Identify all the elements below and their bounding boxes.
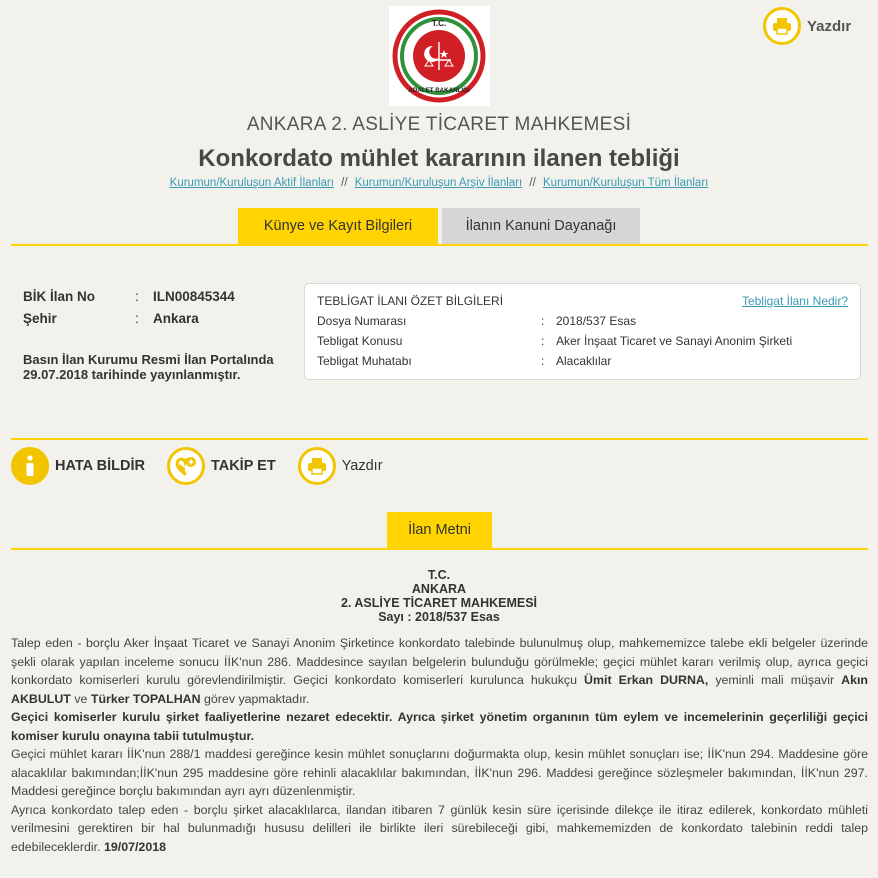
colon: : <box>135 310 139 326</box>
text: yeminli mali müşavir <box>708 673 842 687</box>
colon: : <box>135 288 139 304</box>
top-print-button[interactable] <box>763 7 851 45</box>
court-name: ANKARA 2. ASLİYE TİCARET MAHKEMESİ <box>246 114 632 135</box>
notice-body <box>11 634 868 856</box>
info-icon <box>11 447 49 485</box>
action-bar <box>11 446 405 486</box>
ministry-logo <box>389 6 490 106</box>
city-value: Ankara <box>153 310 199 326</box>
print-button[interactable] <box>298 447 383 485</box>
archive-listings-link[interactable]: Kurumun/Kuruluşun Arşiv İlanları <box>354 177 523 189</box>
bik-value: ILN00845344 <box>153 288 235 304</box>
paragraph-3: Geçici mühlet kararı İİK'nun 288/1 maddesi gereğince kesin mühlet sonuçlarını doğurmakta olup, kesin mühlet sonuçları ise; İİK'nun 294. Maddesine göre alacaklılar bakımından;İİK'nun 295 maddesine göre rehinli alacaklılar bakımından, İİK'nun 296. Maddesi gereğince sözleşmeler bakımından, İİK'nun 297. Maddesi gereğince borçlu bakımından ayrı ayrı düzenlenmiştir. <box>11 747 868 798</box>
text: Talep eden - borçlu Aker İnşaat Ticaret ve Sanayi Anonim Şirketince konkordato talebinde bulunulmuş olup, mahkememizce talebe ekli belgeler üzerinde şekli olarak yapılan inceleme sonucu İİK'nun 286. Maddesince sayılan belgelerin bulunduğu görülmekle; geçici mühlet kararı verilmiş olup, ayrıca geçici konkordato komiserleri kurulu görevlendirilmiştir. Geçici konkordato komiserleri kurulunca hukukçu <box>11 636 868 687</box>
city-key: Şehir <box>23 310 57 326</box>
summary-title: TEBLİGAT İLANI ÖZET BİLGİLERİ <box>317 294 504 308</box>
tabs-divider <box>11 244 868 246</box>
text: Ayrıca konkordato talep eden - borçlu şirket alacaklılarca, ilandan itibaren 7 günlük kesin süre içerisinde dilekçe ile itiraz edilerek, konkordato mühleti verilmesini gerektiren bir hal bulunmadığı hususu delilleri ile birlikte ileri sürebileceği gibi, mahkememizden de konkordato talebinin reddi talep edebileceklerdir. <box>11 802 868 854</box>
summary-key: Dosya Numarası <box>317 314 407 328</box>
summary-row-subject: Tebligat Konusu : Aker İnşaat Ticaret ve Sanayi Anonim Şirketi <box>317 334 793 348</box>
top-print-label: Yazdır <box>807 17 852 35</box>
detail-tabs <box>238 208 640 244</box>
follow-label: TAKİP ET <box>210 458 276 474</box>
summary-key: Tebligat Muhatabı <box>317 354 412 368</box>
document-header <box>0 568 878 624</box>
person-name: Türker TOPALHAN <box>90 691 201 706</box>
adalet-bakanligi-seal-icon <box>389 6 490 106</box>
bik-row <box>23 285 235 307</box>
all-listings-link[interactable]: Kurumun/Kuruluşun Tüm İlanları <box>543 177 709 189</box>
text: Geçici komiserler kurulu şirket faaliyetlerine nezaret edecektir. Ayrıca şirket yönetim organının tüm eylem ve incemelerinin geçerliliği geçici komiser kurulu onayına tabii tutulmuştur. <box>11 710 868 743</box>
follow-button[interactable] <box>167 447 276 485</box>
publication-note: Basın İlan Kurumu Resmi İlan Portalında 29.07.2018 tarihinde yayınlanmıştır. <box>23 352 274 382</box>
summary-row-addressee: Tebligat Muhatabı : Alacaklılar <box>317 354 612 368</box>
doc-number: Sayı : 2018/537 Esas <box>378 610 500 624</box>
paragraph-2 <box>11 708 868 745</box>
doc-tc: T.C. <box>427 568 451 582</box>
notice-date: 19/07/2018 <box>103 839 166 854</box>
city-row <box>23 307 235 329</box>
paragraph-4 <box>11 801 868 857</box>
actions-divider-top <box>11 438 868 440</box>
what-is-notification-link[interactable]: Tebligat İlanı Nedir? <box>741 294 848 308</box>
logo-bottom-text: ADALET BAKANLIĞI <box>408 87 470 94</box>
listing-info <box>23 285 235 329</box>
bik-key: BİK İlan No <box>23 288 96 304</box>
ilan-divider <box>11 548 868 550</box>
summary-value: Aker İnşaat Ticaret ve Sanayi Anonim Şirketi <box>556 334 793 348</box>
print-label: Yazdır <box>341 458 383 474</box>
summary-row-file-number: Dosya Numarası : 2018/537 Esas <box>317 314 637 328</box>
notification-summary-box <box>304 283 861 380</box>
tab-ilan-metni[interactable]: İlan Metni <box>387 512 492 548</box>
heart-plus-icon <box>167 447 205 485</box>
summary-key: Tebligat Konusu <box>317 334 403 348</box>
active-listings-link[interactable]: Kurumun/Kuruluşun Aktif İlanları <box>169 177 334 189</box>
doc-court: 2. ASLİYE TİCARET MAHKEMESİ <box>340 596 538 610</box>
report-error-label: HATA BİLDİR <box>55 458 145 474</box>
logo-top-text: T.C. <box>431 19 447 28</box>
text: görev yapmaktadır. <box>200 691 310 706</box>
report-error-button[interactable] <box>11 447 145 485</box>
printer-icon <box>763 7 801 45</box>
printer-icon <box>298 447 336 485</box>
link-separator: // <box>529 177 536 189</box>
summary-value: Alacaklılar <box>556 354 612 368</box>
link-separator: // <box>341 177 348 189</box>
person-name: Ümit Erkan DURNA, <box>584 673 709 687</box>
text: ve <box>70 691 91 706</box>
paragraph-1 <box>11 634 868 708</box>
doc-city: ANKARA <box>411 582 467 596</box>
person-name: Akın AKBULUT <box>11 673 868 706</box>
tab-kunye-kayit[interactable]: Künye ve Kayıt Bilgileri <box>238 208 438 244</box>
page-title: Konkordato mühlet kararının ilanen tebliği <box>198 145 680 172</box>
institution-links <box>0 177 878 189</box>
summary-value: 2018/537 Esas <box>556 314 637 328</box>
tab-kanuni-dayanak[interactable]: İlanın Kanuni Dayanağı <box>442 208 640 244</box>
